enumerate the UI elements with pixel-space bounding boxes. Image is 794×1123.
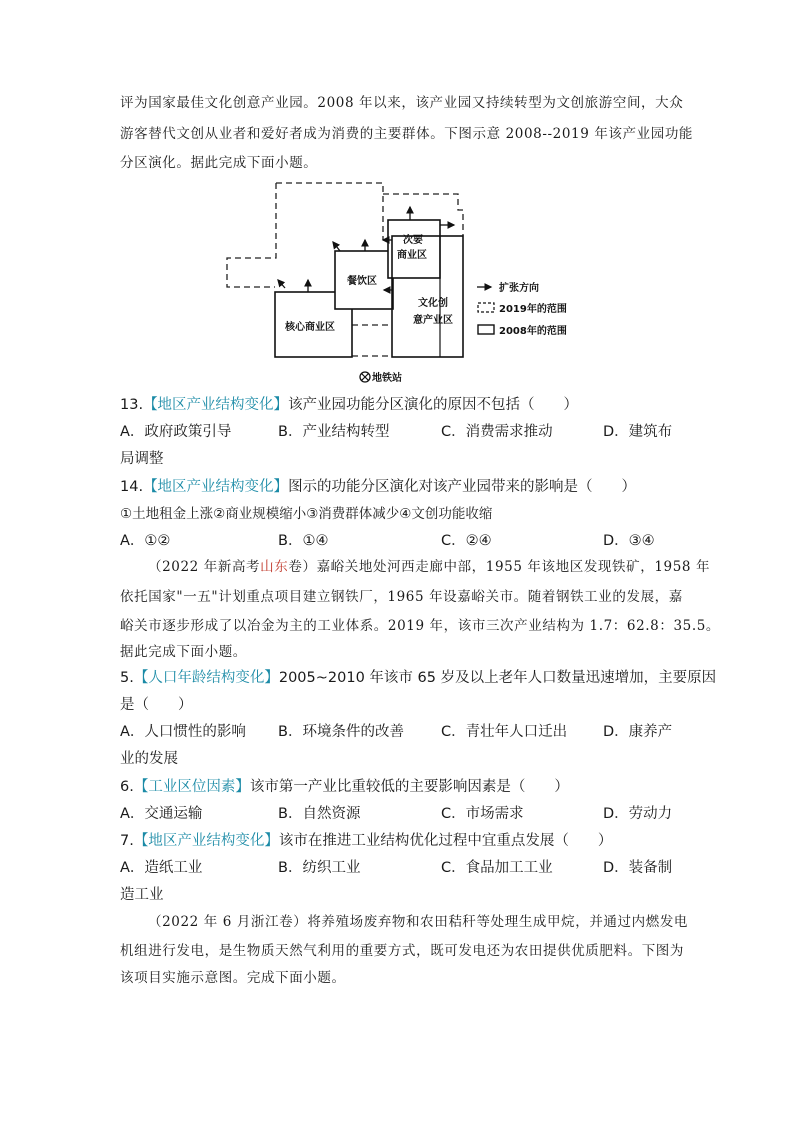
secondary-zone-label-2: 商业区 (397, 250, 427, 261)
legend-dashed-label: 2019年的范围 (499, 304, 567, 315)
passage3-line-2: 机组进行发电，是生物质天然气利用的重要方式，既可发电还为农田提供优质肥料。下图为 (120, 943, 684, 959)
legend (477, 281, 567, 337)
passage3-line-3: 该项目实施示意图。完成下面小题。 (120, 970, 346, 986)
question-tag: 【地区产业结构变化】 (143, 479, 289, 495)
q5-option-d: D．康养产 (603, 724, 673, 740)
question-7-stem (120, 832, 612, 850)
question-tag: 【地区产业结构变化】 (143, 397, 289, 413)
zoning-diagram (0, 0, 794, 400)
passage2-line-2: 依托国家"一五"计划重点项目建立钢铁厂，1965 年设嘉峪关市。随着钢铁工业的发展，嘉 (120, 589, 683, 605)
question-text: 图示的功能分区演化对该产业园带来的影响是（ ） (288, 479, 637, 495)
dining-zone-label: 餐饮区 (347, 276, 377, 287)
question-tag: 【工业区位因素】 (133, 779, 250, 795)
secondary-zone-label-1: 次要 (403, 235, 423, 246)
question-text: 该市第一产业比重较低的主要影响因素是（ ） (249, 779, 569, 795)
intro-line-3: 分区演化。据此完成下面小题。 (120, 155, 318, 171)
question-tag: 【地区产业结构变化】 (133, 833, 279, 849)
passage3-line-1: （2022 年 6 月浙江卷）将养殖场废弃物和农田秸秆等处理生成甲烷，并通过内燃发电 (148, 914, 689, 930)
q13-option-d-cont: 局调整 (120, 451, 164, 467)
core-zone-label: 核心商业区 (285, 322, 335, 333)
legend-solid-swatch (478, 325, 494, 334)
q7-option-b: B．纺织工业 (278, 860, 361, 876)
q6-option-c: C．市场需求 (441, 806, 524, 822)
q5-option-c: C．青壮年人口迁出 (441, 724, 568, 740)
q7-option-c: C．食品加工工业 (441, 860, 553, 876)
legend-arrow-label: 扩张方向 (499, 283, 539, 294)
q14-option-c: C．②④ (441, 533, 492, 549)
q14-statements: ①土地租金上涨②商业规模缩小③消费群体减少④文创功能收缩 (120, 506, 493, 522)
passage2-year: 2022 年新高考 (162, 559, 261, 575)
question-13-stem (120, 396, 578, 414)
q13-option-b: B．产业结构转型 (278, 424, 390, 440)
q14-option-a: A．①② (120, 533, 171, 549)
creative-zone-label-1: 文化创 (418, 298, 448, 309)
question-text: 2005~2010 年该市 65 岁及以上老年人口数量迅速增加，主要原因 (278, 670, 717, 686)
q5-option-b: B．环境条件的改善 (278, 724, 404, 740)
intro-line-2: 游客替代文创从业者和爱好者成为消费的主要群体。下图示意 2008--2019 年该产业园功能 (120, 126, 694, 142)
question-number: 7. (120, 833, 134, 849)
q13-option-c: C．消费需求推动 (441, 424, 553, 440)
passage2-line-4: 据此完成下面小题。 (120, 644, 247, 660)
legend-dashed-swatch (478, 303, 494, 312)
question-text: 该产业园功能分区演化的原因不包括（ ） (288, 397, 579, 413)
q6-option-b: B．自然资源 (278, 806, 361, 822)
q13-option-a: A．政府政策引导 (120, 424, 232, 440)
question-text: 该市在推进工业结构优化过程中宜重点发展（ ） (278, 833, 613, 849)
q6-option-d: D．劳动力 (603, 806, 673, 822)
subway-station-label: 地铁站 (372, 373, 402, 384)
question-number: 13. (120, 397, 144, 413)
q7-option-d: D．装备制 (603, 860, 673, 876)
question-number: 5. (120, 670, 134, 686)
question-5-stem-cont: 是（ ） (120, 697, 193, 713)
question-6-stem (120, 778, 569, 796)
q14-option-d: D．③④ (603, 533, 655, 549)
question-14-stem (120, 478, 636, 496)
q7-option-a: A．造纸工业 (120, 860, 203, 876)
passage2-line-3: 峪关市逐步形成了以冶金为主的工业体系。2019 年，该市三次产业结构为 1.7：62.8：35.5。 (120, 618, 721, 634)
passage2-line-1: （2022 年新高考山东卷）嘉峪关地处河西走廊中部，1955 年该地区发现铁矿，1958 年 (148, 559, 711, 575)
secondary-commercial-zone (388, 220, 440, 278)
q6-option-a: A．交通运输 (120, 806, 203, 822)
question-number: 6. (120, 779, 134, 795)
passage2-province: 山东 (260, 559, 289, 575)
creative-zone-label-2: 意产业区 (413, 315, 453, 326)
question-tag: 【人口年龄结构变化】 (133, 670, 279, 686)
q14-option-b: B．①④ (278, 533, 329, 549)
intro-line-1: 评为国家最佳文化创意产业园。2008 年以来，该产业园又持续转型为文创旅游空间，大众 (120, 95, 684, 111)
q7-option-d-cont: 造工业 (120, 887, 164, 903)
q13-option-d: D．建筑布 (603, 424, 673, 440)
q5-option-a: A．人口惯性的影响 (120, 724, 246, 740)
passage3-source: （2022 年 6 月浙江卷） (148, 914, 308, 930)
q5-option-d-cont: 业的发展 (120, 751, 178, 767)
subway-station-icon (360, 372, 370, 382)
question-5-stem (120, 669, 716, 687)
question-number: 14. (120, 479, 144, 495)
legend-solid-label: 2008年的范围 (499, 326, 567, 337)
